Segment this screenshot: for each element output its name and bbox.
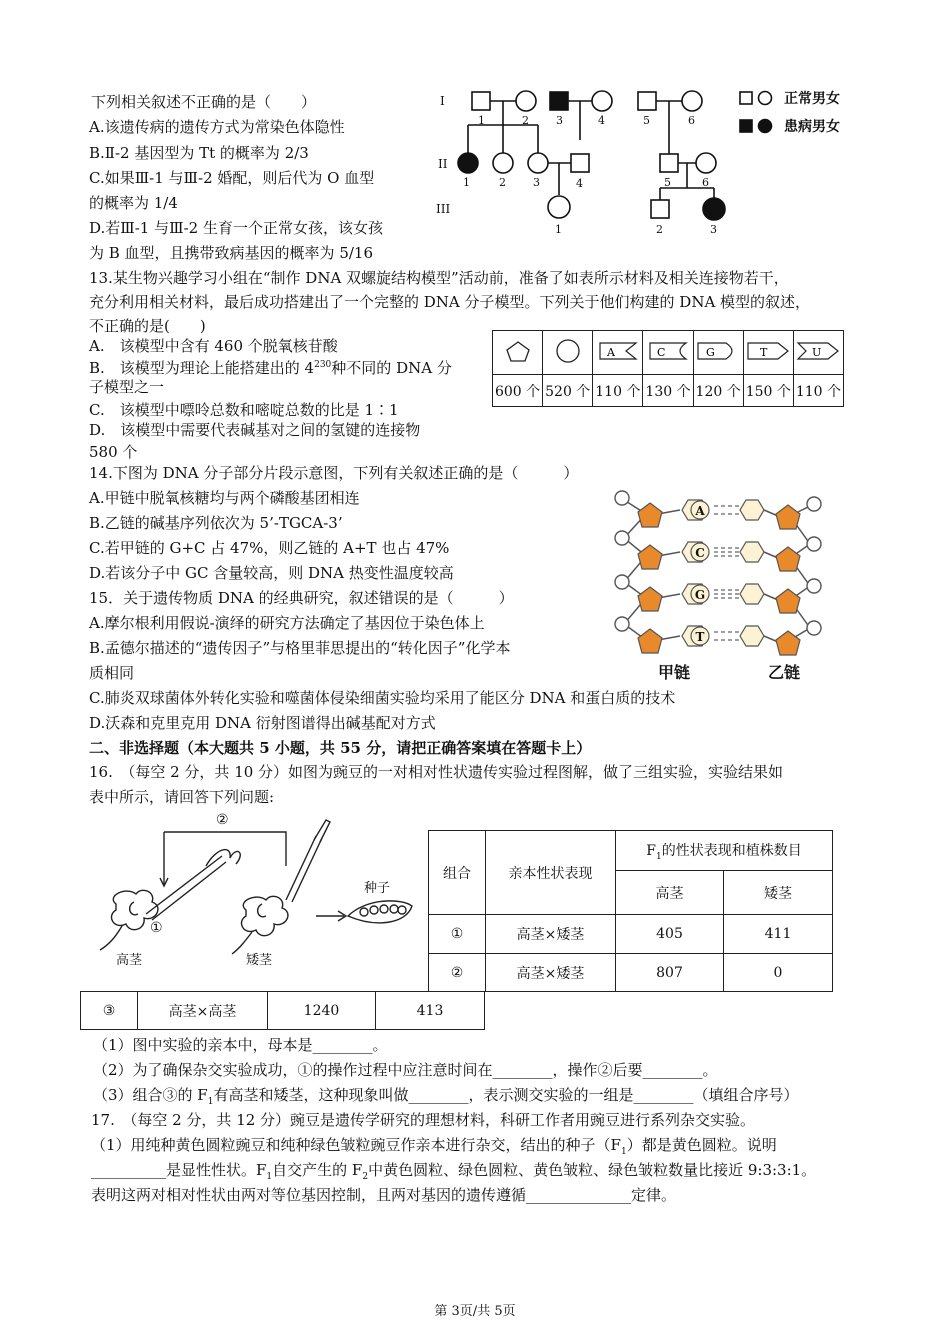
row3-tall: 1240	[268, 992, 376, 1030]
q14-option-d: D.若该分子中 GC 含量较高，则 DNA 热变性温度较高	[89, 564, 454, 582]
svg-text:4: 4	[598, 114, 605, 127]
row3-group: ③	[81, 992, 138, 1030]
count-circle: 520 个	[543, 375, 593, 407]
phosphate-circle	[615, 491, 629, 505]
q15-option-b-cont: 质相同	[89, 664, 135, 682]
pedigree-I5	[638, 92, 656, 110]
pedigree-I3	[550, 92, 568, 110]
material-circle	[543, 331, 593, 375]
row2-tall: 807	[616, 954, 724, 992]
svg-text:C: C	[656, 345, 666, 359]
pedigree-chart	[432, 80, 872, 240]
pedigree-II3	[528, 153, 548, 173]
th-tall: 高茎	[616, 871, 724, 915]
base-g-label: G	[694, 588, 706, 602]
q14-option-b: B.乙链的碱基序列依次为 5’-TGCA-3’	[89, 514, 343, 532]
base-t-label: T	[695, 630, 705, 644]
q13-option-c: C. 该模型中嘌呤总数和嘧啶总数的比是 1∶1	[89, 401, 399, 419]
q12-option-b: B.Ⅱ-2 基因型为 Tt 的概率为 2/3	[89, 144, 309, 162]
count-pentagon: 600 个	[493, 375, 543, 407]
q13-option-d: D. 该模型中需要代表碱基对之间的氢键的连接物	[89, 421, 421, 439]
material-base-u	[793, 331, 843, 375]
pedigree-II4	[571, 154, 589, 172]
q15-option-b: B.孟德尔描述的“遗传因子”与格里菲思提出的“转化因子”化学本	[89, 639, 511, 657]
q12-option-d-cont: 为 B 血型，且携带致病基因的概率为 5/16	[89, 244, 374, 262]
q15-option-d: D.沃森和克里克用 DNA 衍射图谱得出碱基配对方式	[89, 714, 436, 732]
svg-text:2: 2	[656, 223, 663, 236]
legend-affected-female-icon	[759, 120, 772, 133]
q15-option-a: A.摩尔根利用假说-演绎的研究方法确定了基因位于染色体上	[89, 614, 485, 632]
q12-option-a: A.该遗传病的遗传方式为常染色体隐性	[89, 118, 345, 136]
q16-subq3: （3）组合③的 $F_1$有高茎和矮茎，这种现象叫做________，表示测交实验的一组是________（填组合序号）	[93, 1086, 799, 1107]
count-u: 110 个	[793, 375, 843, 407]
th-parent: 亲本性状表现	[486, 831, 616, 915]
th-group: 组合	[429, 831, 486, 915]
q13-option-b: B. 该模型为理论上能搭建出的 $4^{230}$种不同的 DNA 分	[89, 359, 452, 377]
q16-subq1: （1）图中实验的亲本中，母本是________。	[93, 1036, 388, 1054]
legend-normal-female-icon	[759, 92, 772, 105]
svg-text:1: 1	[555, 223, 562, 236]
fig-label-circle1: ①	[150, 920, 163, 936]
q12-option-c: C.如果Ⅲ-1 与Ⅲ-2 婚配，则后代为 O 血型	[89, 169, 375, 187]
row3-parent: 高茎×高茎	[138, 992, 268, 1030]
row2-parent: 高茎×矮茎	[486, 954, 616, 992]
svg-text:6: 6	[688, 114, 695, 127]
count-g: 120 个	[693, 375, 743, 407]
row1-tall: 405	[616, 915, 724, 954]
row1-short: 411	[724, 915, 833, 954]
legend-normal-male-icon	[740, 92, 752, 104]
material-base-c	[643, 331, 693, 375]
strand-label-jia: 甲链	[658, 663, 691, 682]
legend-affected-label: 患病男女	[784, 119, 840, 135]
pedigree-II6	[696, 153, 716, 173]
q13-option-d-cont: 580 个	[89, 443, 138, 461]
gen-label-II: II	[438, 157, 448, 171]
q13-option-b-cont: 子模型之一	[89, 378, 165, 396]
q16-subq2: （2）为了确保杂交实验成功，①的操作过程中应注意时间在________，操作②后要________。	[93, 1061, 718, 1079]
q12-stem: 下列相关叙述不正确的是（ ）	[91, 93, 317, 111]
q15-option-c: C.肺炎双球菌体外转化实验和噬菌体侵染细菌实验均采用了能区分 DNA 和蛋白质的技术	[89, 689, 676, 707]
th-short: 矮茎	[724, 871, 833, 915]
q15-stem: 15．关于遗传物质 DNA 的经典研究，叙述错误的是（ ）	[89, 589, 514, 607]
q17-stem: 17. （每空 2 分，共 12 分）豌豆是遗传学研究的理想材料，科研工作者用豌豆进行系列杂交实验。	[91, 1111, 756, 1129]
q13-stem-line3: 不正确的是( )	[89, 317, 206, 335]
count-a: 110 个	[593, 375, 643, 407]
pedigree-II1	[458, 153, 478, 173]
pedigree-III3	[703, 198, 725, 220]
strand-label-yi: 乙链	[768, 663, 801, 682]
row2-group: ②	[429, 954, 486, 992]
q16-stem-line2: 表中所示，请回答下列问题:	[89, 788, 275, 806]
material-base-g	[693, 331, 743, 375]
q12-option-c-cont: 的概率为 1/4	[89, 194, 178, 212]
gen-label-I: I	[440, 94, 445, 108]
legend-normal-label: 正常男女	[784, 91, 840, 107]
svg-text:2: 2	[499, 176, 506, 189]
svg-text:T: T	[760, 345, 768, 359]
q17-subq1-line1: （1）用纯种黄色圆粒豌豆和纯种绿色皱粒豌豆作亲本进行杂交，结出的种子$(F_1)$都是黄色圆粒。说明	[91, 1136, 777, 1157]
svg-text:U: U	[812, 345, 822, 359]
material-pentagon	[493, 331, 543, 375]
fig-label-tall: 高茎	[116, 953, 143, 968]
q13-materials-table	[492, 330, 844, 407]
phosphate-circle	[807, 621, 821, 635]
section-2-heading: 二、非选择题（本大题共 5 小题，共 55 分，请把正确答案填在答题卡上）	[89, 739, 592, 757]
q17-subq1-line3: 表明这两对相对性状由两对等位基因控制，且两对基因的遗传遵循______________定律。	[91, 1186, 677, 1204]
q13-stem-line2: 充分利用相关材料，最后成功搭建出了一个完整的 DNA 分子模型。下列关于他们构建的 DNA 模型的叙述，	[89, 293, 811, 311]
fig-label-seed: 种子	[364, 881, 391, 896]
th-f1: $F_1$的性状表现和植株数目	[616, 831, 833, 871]
phosphate-circle	[807, 579, 821, 593]
page-footer: 第 3页/共 5页	[434, 1304, 516, 1319]
row1-parent: 高茎×矮茎	[486, 915, 616, 954]
row2-short: 0	[724, 954, 833, 992]
legend-affected-male-icon	[740, 120, 752, 132]
pedigree-I1	[472, 92, 490, 110]
fig-label-short: 矮茎	[246, 953, 273, 968]
phosphate-circle	[807, 537, 821, 551]
svg-text:5: 5	[664, 176, 671, 189]
svg-text:1: 1	[463, 176, 470, 189]
svg-text:1: 1	[478, 114, 485, 127]
count-t: 150 个	[743, 375, 793, 407]
material-base-t	[743, 331, 793, 375]
base-a-label: A	[695, 504, 705, 518]
svg-text:6: 6	[702, 176, 709, 189]
svg-text:G: G	[706, 345, 715, 359]
row1-group: ①	[429, 915, 486, 954]
pedigree-III1	[548, 196, 570, 218]
pedigree-I4	[592, 91, 612, 111]
svg-text:5: 5	[643, 114, 650, 127]
svg-text:3: 3	[710, 223, 717, 236]
q13-option-a: A. 该模型中含有 460 个脱氧核苷酸	[89, 337, 338, 355]
q16-stem-line1: 16. （每空 2 分，共 10 分）如图为豌豆的一对相对性状遗传实验过程图解，做了三组实验，实验结果如	[89, 763, 784, 781]
pedigree-III2	[651, 200, 669, 218]
q12-option-d: D.若Ⅲ-1 与Ⅲ-2 生育一个正常女孩，该女孩	[89, 219, 383, 237]
pedigree-II5	[660, 154, 678, 172]
dna-fragment-diagram	[610, 486, 840, 686]
q13-stem-line1: 13.某生物兴趣学习小组在“制作 DNA 双螺旋结构模型”活动前，准备了如表所示材料及相关连接物若干，	[89, 269, 789, 287]
count-c: 130 个	[643, 375, 693, 407]
gen-label-III: III	[436, 202, 451, 216]
pedigree-II2	[493, 153, 513, 173]
svg-text:3: 3	[556, 114, 563, 127]
base-c-label: C	[695, 546, 705, 560]
svg-text:A: A	[606, 345, 615, 359]
fig-label-circle2: ②	[216, 812, 229, 828]
q17-subq1-line2: __________是显性性状。$F_1$自交产生的 $F_2$中黄色圆粒、绿色圆粒、黄色皱粒、绿色皱粒数量比接近 9:3:3:1。	[91, 1161, 817, 1182]
pea-cross-illustration	[86, 806, 426, 976]
row3-short: 413	[376, 992, 485, 1030]
q16-results-table-row3	[80, 991, 485, 1030]
q14-option-c: C.若甲链的 G+C 占 47%，则乙链的 A+T 也占 47%	[89, 539, 450, 557]
material-base-a	[593, 331, 643, 375]
q14-option-a: A.甲链中脱氧核糖均与两个磷酸基团相连	[89, 489, 360, 507]
pedigree-I2	[516, 91, 536, 111]
q14-stem: 14.下图为 DNA 分子部分片段示意图，下列有关叙述正确的是（ ）	[89, 464, 579, 482]
q16-results-table	[428, 830, 833, 992]
phosphate-circle	[615, 617, 629, 631]
pedigree-I6	[682, 91, 702, 111]
phosphate-circle	[615, 575, 629, 589]
svg-text:4: 4	[576, 177, 583, 190]
phosphate-circle	[615, 531, 629, 545]
svg-text:2: 2	[522, 114, 529, 127]
phosphate-circle	[807, 497, 821, 511]
svg-text:3: 3	[533, 176, 540, 189]
